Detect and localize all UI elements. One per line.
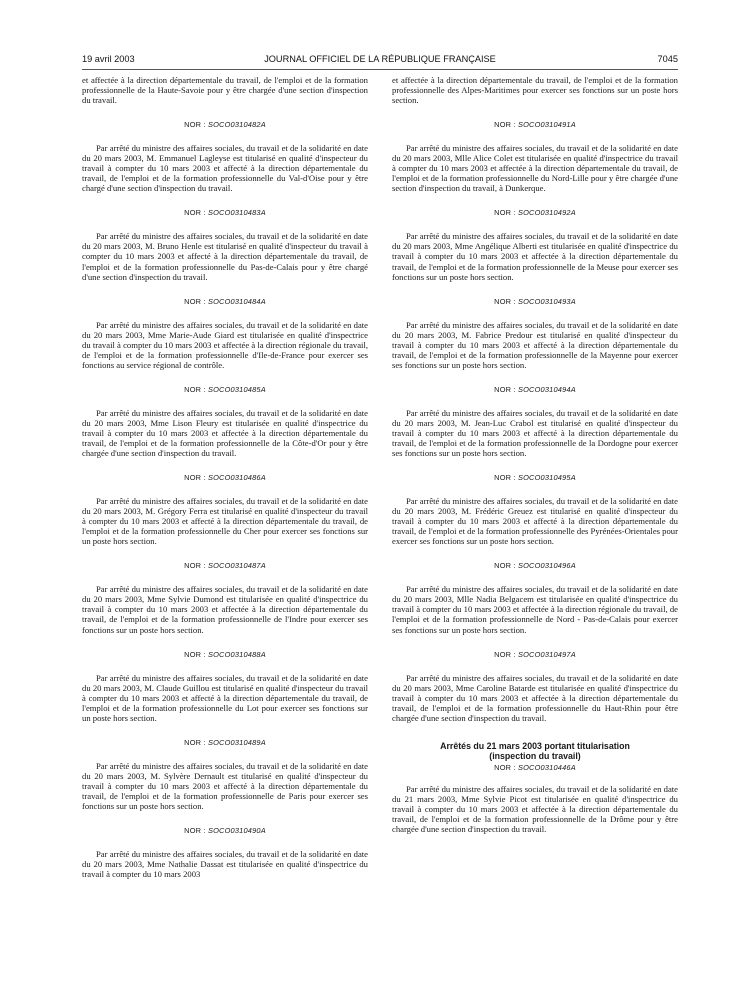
decree-paragraph: Par arrêté du ministre des affaires sociales, du travail et de la solidarité en date du 20 mars 2003, M. Fabrice Predour est titularisé en qualité d'inspecteur du travail à compter du 10 mars 2003 et affecté à la direction départementale du travail, de l'emploi et de la formation professionnelle de la Mayenne pour exercer ses fonctions sur un poste hors section. [392,319,678,370]
nor-label: NOR : [184,826,206,836]
nor-reference [82,297,368,306]
nor-label: NOR : [494,208,516,218]
nor-reference [82,738,368,747]
nor-reference [82,385,368,394]
nor-reference [82,208,368,217]
nor-reference [392,561,678,570]
nor-reference [392,473,678,482]
nor-label: NOR : [494,473,516,483]
nor-code: SOCO0310492A [517,208,576,218]
header-date: 19 avril 2003 [82,54,135,64]
nor-code: SOCO0310487A [207,561,266,571]
nor-code: SOCO0310484A [207,296,266,306]
nor-reference [82,650,368,659]
nor-label: NOR : [494,384,516,394]
nor-label: NOR : [184,649,206,659]
decree-paragraph: Par arrêté du ministre des affaires sociales, du travail et de la solidarité en date du 20 mars 2003, M. Claude Guillou est titularisé en qualité d'inspecteur du travail à compter du 10 mars 2003 et affecté à la direction départementale du travail, de l'emploi et de la formation professionnelle du Lot pour exercer ses fonctions sur un poste hors section. [82,672,368,723]
nor-code: SOCO0310483A [207,208,266,218]
nor-label: NOR : [184,296,206,306]
nor-label: NOR : [184,473,206,483]
nor-code: SOCO0310495A [517,473,576,483]
header-rule [82,69,678,70]
continuation-paragraph: et affectée à la direction départementale du travail, de l'emploi et de la formation professionnelle de la Haute-Savoie pour y être chargée d'une section d'inspection du travail. [82,75,368,106]
section-title-line: Arrêtés du 21 mars 2003 portant titularisation [440,740,630,751]
decree-paragraph: Par arrêté du ministre des affaires sociales, du travail et de la solidarité en date du 20 mars 2003, M. Bruno Henle est titularisé en qualité d'inspecteur du travail à compter du 10 mars 2003 et affecté à la direction départementale du travail, de l'emploi et de la formation professionnelle du Pas-de-Calais pour y être chargé d'une section d'inspection du travail. [82,231,368,282]
decree-paragraph: Par arrêté du ministre des affaires sociales, du travail et de la solidarité en date du 20 mars 2003, Mlle Nadia Belgacem est titularisée en qualité d'inspectrice du travail à compter du 10 mars 2003 et affectée à la direction régionale du travail, de l'emploi et de la formation professionnelle de Nord - Pas-de-Calais pour exercer ses fonctions sur un poste hors section. [392,584,678,635]
nor-label: NOR : [494,561,516,571]
section-title-line: (inspection du travail) [489,750,581,761]
nor-reference [392,297,678,306]
decree-paragraph: Par arrêté du ministre des affaires sociales, du travail et de la solidarité en date du 21 mars 2003, Mme Sylvie Picot est titularisée en qualité d'inspectrice du travail à compter du 10 mars 2003 et affectée à la direction départementale du travail, de l'emploi et de la formation professionnelle de la Drôme pour y être chargée d'une section d'inspection du travail. [392,783,678,834]
header-title: JOURNAL OFFICIEL DE LA RÉPUBLIQUE FRANÇAISE [264,54,496,64]
nor-label: NOR : [494,296,516,306]
nor-label: NOR : [184,384,206,394]
nor-code: SOCO0310488A [207,649,266,659]
nor-reference [392,763,678,772]
decree-paragraph: Par arrêté du ministre des affaires sociales, du travail et de la solidarité en date du 20 mars 2003, Mme Nathalie Dassat est titularisée en qualité d'inspectrice du travail à compter du 10 mars 2003 [82,849,368,880]
nor-code: SOCO0310491A [517,120,576,130]
nor-reference [82,561,368,570]
decree-paragraph: Par arrêté du ministre des affaires sociales, du travail et de la solidarité en date du 20 mars 2003, M. Frédéric Greuez est titularisé en qualité d'inspecteur du travail à compter du 10 mars 2003 et affecté à la direction départementale du travail, de l'emploi et de la formation professionnelle des Pyrénées-Orientales pour exercer ses fonctions sur un poste hors section. [392,496,678,547]
nor-code: SOCO0310489A [207,737,266,747]
nor-reference [82,120,368,129]
nor-code: SOCO0310490A [207,826,266,836]
nor-label: NOR : [494,649,516,659]
nor-code: SOCO0310497A [517,649,576,659]
decree-paragraph: Par arrêté du ministre des affaires sociales, du travail et de la solidarité en date du 20 mars 2003, M. Jean-Luc Crabol est titularisé en qualité d'inspecteur du travail à compter du 10 mars 2003 et affecté à la direction départementale du travail, de l'emploi et de la formation professionnelle de la Dordogne pour exercer ses fonctions sur un poste hors section. [392,407,678,459]
nor-code: SOCO0310494A [517,384,576,394]
nor-reference [392,208,678,217]
header-page-number: 7045 [657,54,678,64]
nor-label: NOR : [494,120,516,130]
nor-label: NOR : [184,120,206,130]
decree-paragraph: Par arrêté du ministre des affaires sociales, du travail et de la solidarité en date du 20 mars 2003, Mme Sylvie Dumond est titularisée en qualité d'inspectrice du travail à compter du 10 mars 2003 et affectée à la direction départementale du travail, de l'emploi et de la formation professionnelle de l'Indre pour exercer ses fonctions sur un poste hors section. [82,584,368,635]
right-column [392,75,678,834]
continuation-paragraph: et affectée à la direction départementale du travail, de l'emploi et de la formation professionnelle des Alpes-Maritimes pour exercer ses fonctions sur un poste hors section. [392,75,678,106]
nor-code: SOCO0310446A [517,762,576,772]
nor-code: SOCO0310496A [517,561,576,571]
decree-paragraph: Par arrêté du ministre des affaires sociales, du travail et de la solidarité en date du 20 mars 2003, M. Emmanuel Lagleyse est titularisé en qualité d'inspecteur du travail à compter du 10 mars 2003 et affecté à la direction départementale du travail, de l'emploi et de la formation professionnelle du Val-d'Oise pour y être chargé d'une section d'inspection du travail. [82,143,368,194]
nor-code: SOCO0310486A [207,473,266,483]
nor-reference [82,473,368,482]
section-title [392,741,678,761]
decree-paragraph: Par arrêté du ministre des affaires sociales, du travail et de la solidarité en date du 20 mars 2003, Mme Marie-Aude Giard est titularisée en qualité d'inspectrice du travail à compter du 10 mars 2003 et affectée à la direction régionale du travail, de l'emploi et de la formation professionnelle d'Ile-de-France pour exercer ses fonctions au service régional de contrôle. [82,319,368,370]
decree-paragraph: Par arrêté du ministre des affaires sociales, du travail et de la solidarité en date du 20 mars 2003, Mme Caroline Batarde est titularisée en qualité d'inspectrice du travail à compter du 10 mars 2003 et affectée à la direction départementale du travail, de l'emploi et de la formation professionnelle du Haut-Rhin pour être chargée d'une section d'inspection du travail. [392,672,678,723]
page-header [82,54,678,68]
decree-paragraph: Par arrêté du ministre des affaires sociales, du travail et de la solidarité en date du 20 mars 2003, Mme Angélique Alberti est titularisée en qualité d'inspectrice du travail à compter du 10 mars 2003 et affectée à la direction départementale du travail, de l'emploi et de la formation professionnelle de la Meuse pour exercer ses fonctions sur un poste hors section. [392,231,678,282]
nor-label: NOR : [184,208,206,218]
left-column [82,75,368,879]
nor-reference [392,120,678,129]
decree-paragraph: Par arrêté du ministre des affaires sociales, du travail et de la solidarité en date du 20 mars 2003, M. Grégory Ferra est titularisé en qualité d'inspecteur du travail à compter du 10 mars 2003 et affecté à la direction départementale du travail, de l'emploi et de la formation professionnelle du Cher pour exercer ses fonctions sur un poste hors section. [82,496,368,547]
decree-paragraph: Par arrêté du ministre des affaires sociales, du travail et de la solidarité en date du 20 mars 2003, M. Sylvère Dernault est titularisé en qualité d'inspecteur du travail à compter du 10 mars 2003 et affecté à la direction départementale du travail, de l'emploi et de la formation professionnelle de Paris pour exercer ses fonctions sur un poste hors section. [82,760,368,811]
decree-paragraph: Par arrêté du ministre des affaires sociales, du travail et de la solidarité en date du 20 mars 2003, Mme Lison Fleury est titularisée en qualité d'inspectrice du travail à compter du 10 mars 2003 et affectée à la direction départementale du travail, de l'emploi et de la formation professionnelle de la Côte-d'Or pour y être chargée d'une section d'inspection du travail. [82,407,368,459]
nor-reference [82,826,368,835]
nor-label: NOR : [184,561,206,571]
nor-reference [392,385,678,394]
nor-code: SOCO0310485A [207,384,266,394]
nor-code: SOCO0310493A [517,296,576,306]
nor-label: NOR : [494,762,516,772]
nor-code: SOCO0310482A [207,120,266,130]
nor-reference [392,650,678,659]
nor-label: NOR : [184,737,206,747]
decree-paragraph: Par arrêté du ministre des affaires sociales, du travail et de la solidarité en date du 20 mars 2003, Mlle Alice Colet est titularisée en qualité d'inspectrice du travail à compter du 10 mars 2003 et affectée à la direction départementale du travail, de l'emploi et de la formation professionnelle du Nord-Lille pour y être chargée d'une section d'inspection du travail, à Dunkerque. [392,143,678,194]
